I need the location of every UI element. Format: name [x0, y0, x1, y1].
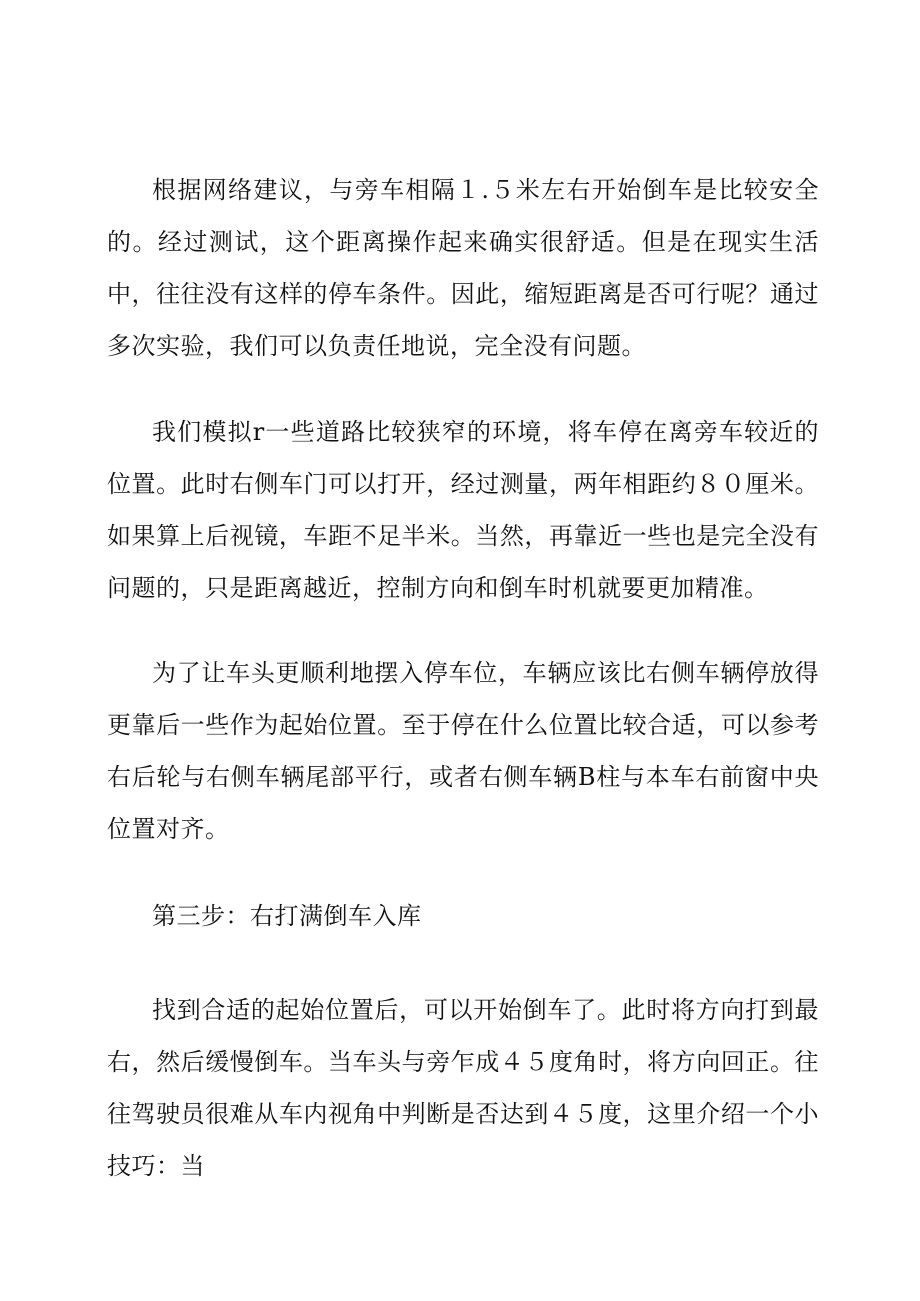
step-three-heading: 第三步：右打满倒车入库 — [152, 902, 422, 930]
paragraph-safe-distance: 根据网络建议，与旁车相隔１.５米左右开始倒车是比较安全的。经过测试，这个距离操作起来确实很舒适。但是在现实生活中，往往没有这样的停车条件。因此，缩短距离是否可行呢？通过多次实验，我们可以负责任地说，完全没有问题。 — [107, 176, 819, 360]
paragraph-start-position: 为了让车头更顺利地摆入停车位，车辆应该比右侧车辆停放得更靠后一些作为起始位置。至于停在什么位置比较合适，可以参考右后轮与右侧车辆尾部平行，或者右侧车辆B柱与本车右前窗中央位置对齐。 — [107, 659, 819, 843]
paragraph-narrow-road-test: 我们模拟r一些道路比较狭窄的环境，将车停在离旁车较近的位置。此时右侧车门可以打开，经过测量，两年相距约８０厘米。如果算上后视镜，车距不足半米。当然，再靠近一些也是完全没有问题的，只是距离越近，控制方向和倒车时机就要更加精准。 — [107, 418, 819, 602]
paragraph-reverse-steering: 找到合适的起始位置后，可以开始倒车了。此时将方向打到最右，然后缓慢倒车。当车头与旁乍成４５度角时，将方向回正。往往驾驶员很难从车内视角中判断是否达到４５度，这里介绍一个小技巧：当 — [107, 996, 819, 1180]
